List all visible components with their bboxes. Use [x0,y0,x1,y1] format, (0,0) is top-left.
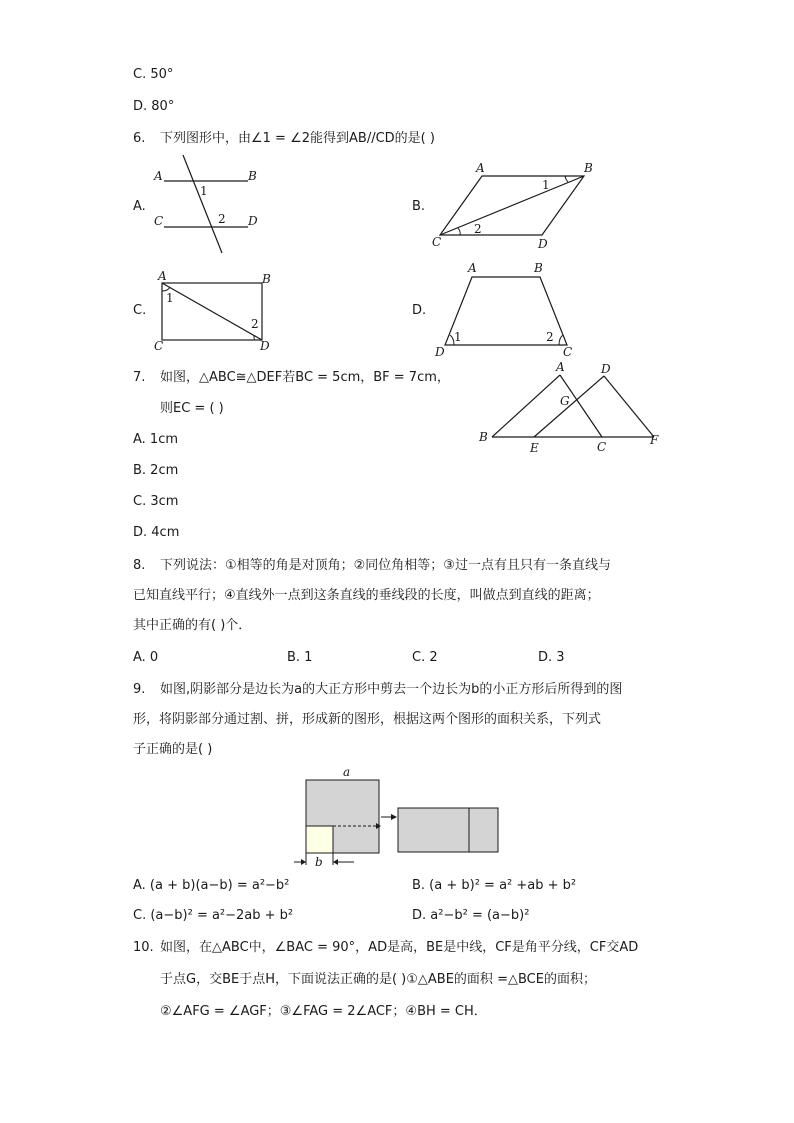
q7-fig-label-a: A [556,360,565,374]
fig-c-angle-1: 1 [166,291,174,305]
fig-d-label-b: B [534,261,543,275]
q7-figure [474,360,674,455]
q8-line3: 其中正确的有( )个． [133,618,252,633]
q9-number: 9. [133,682,146,697]
q9-option-c: C. (a−b)² = a²−2ab + b² [133,908,294,923]
q9-fig-label-b: b [315,855,323,869]
fig-d-angle-2: 2 [546,330,554,344]
q7-fig-label-c: C [597,440,607,454]
q7-option-a: A. 1cm [133,432,179,447]
q7-option-d: D. 4cm [133,525,180,540]
q10-line3: ②∠AFG = ∠AGF；③∠FAG = 2∠ACF；④BH = CH． [160,1004,487,1019]
fig-b-label-c: C [432,235,442,249]
q9-line1: 如图,阴影部分是边长为a的大正方形中剪去一个边长为b的小正方形后所得到的图 [160,682,623,697]
fig-d-label-a: A [468,261,477,275]
fig-b-angle-1: 1 [542,178,550,192]
q6-stem: 下列图形中，由∠1 = ∠2能得到AB//CD的是( ) [160,131,435,146]
q8-option-a: A. 0 [133,650,159,665]
fig-d-label-c: C [563,345,573,359]
q7-fig-label-f: F [650,433,659,447]
q6-option-b-label: B. [412,199,426,214]
fig-d-angle-1: 1 [454,330,462,344]
fig-b-label-a: A [476,161,485,175]
q8-option-d: D. 3 [538,650,565,665]
fig-b-label-d: D [538,237,548,251]
q7-fig-label-b: B [479,430,488,444]
q8-line1: 下列说法：①相等的角是对顶角；②同位角相等；③过一点有且只有一条直线与 [160,558,611,573]
q9-option-b: B. (a + b)² = a² +ab + b² [412,878,577,893]
fig-c-angle-2: 2 [251,317,259,331]
fig-c-label-d: D [260,339,270,353]
fig-a-label-b: B [248,169,257,183]
q9-option-d: D. a²−b² = (a−b)² [412,908,530,923]
fig-d-label-d: D [435,345,445,359]
q9-figure [290,765,510,870]
fig-c-label-c: C [154,339,164,353]
fig-a-angle-2: 2 [218,212,226,226]
q7-number: 7. [133,370,146,385]
q5-option-c: C. 50° [133,67,174,82]
q7-fig-label-g: G [560,394,570,408]
q7-fig-label-e: E [530,441,539,455]
q7-option-b: B. 2cm [133,463,179,478]
fig-b-angle-2: 2 [474,222,482,236]
q8-option-b: B. 1 [287,650,313,665]
q9-line2: 形，将阴影部分通过割、拼，形成新的图形，根据这两个图形的面积关系，下列式 [133,712,602,727]
fig-a-label-c: C [154,214,164,228]
q6-option-a-label: A. [133,199,146,214]
q6-option-d-label: D. [412,303,427,318]
q10-line2: 于点G，交BE于点H，下面说法正确的是( )①△ABE的面积 =△BCE的面积； [160,972,596,987]
q7-stem-line2: 则EC = ( ) [160,401,224,416]
q10-line1: 如图，在△ABC中，∠BAC = 90°，AD是高，BE是中线，CF是角平分线，CF交AD [160,940,639,955]
fig-a-angle-1: 1 [200,184,208,198]
q10-number: 10. [133,940,154,955]
q6-figure-c [150,268,280,353]
q7-fig-label-d: D [601,362,611,376]
q5-option-d: D. 80° [133,99,175,114]
q6-figure-a [150,155,270,255]
q6-option-c-label: C. [133,303,147,318]
q6-figure-b [430,158,600,253]
fig-b-label-b: B [584,161,593,175]
q8-line2: 已知直线平行；④直线外一点到这条直线的垂线段的长度，叫做点到直线的距离； [133,588,600,603]
q9-fig-label-a: a [343,765,351,779]
q6-figure-d [430,262,580,357]
q8-number: 8. [133,558,146,573]
fig-a-label-d: D [248,214,258,228]
q8-option-c: C. 2 [412,650,438,665]
q6-number: 6. [133,131,146,146]
q7-stem-line1: 如图，△ABC≅△DEF若BC = 5cm，BF = 7cm， [160,370,450,385]
q9-option-a: A. (a + b)(a−b) = a²−b² [133,878,290,893]
fig-c-label-b: B [262,272,271,286]
q7-option-c: C. 3cm [133,494,179,509]
fig-a-label-a: A [154,169,163,183]
fig-c-label-a: A [158,269,167,283]
q9-line3: 子正确的是( ) [133,742,213,757]
